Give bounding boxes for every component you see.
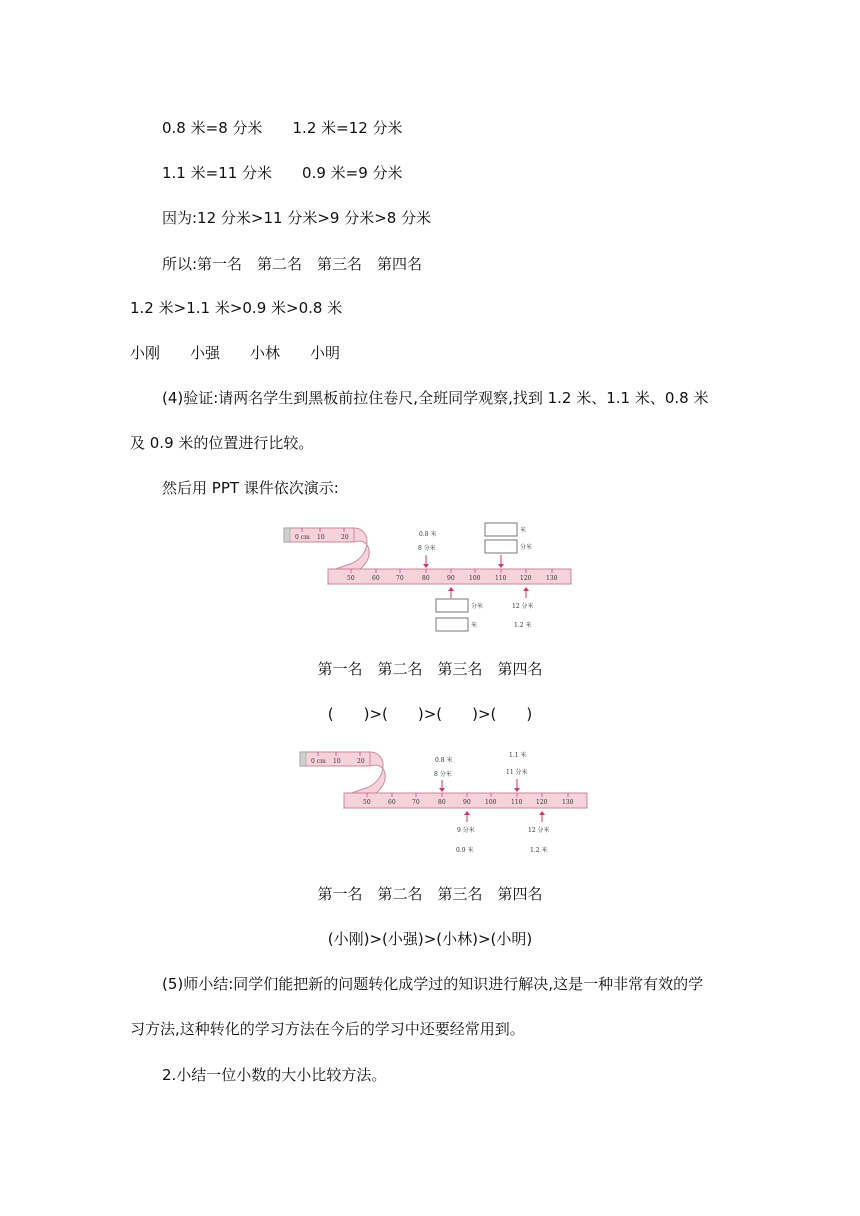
therefore-line: 所以:第一名 第二名 第三名 第四名 <box>162 255 423 273</box>
tick-100: 100 <box>485 799 497 806</box>
eq-line-1: 0.8 米=8 分米 1.2 米=12 分米 <box>162 119 403 137</box>
tape-hook-1 <box>284 528 290 542</box>
tick-120: 120 <box>520 575 532 582</box>
tape-measure-svg-1 <box>280 518 580 636</box>
tick-60: 60 <box>372 575 380 582</box>
label-0-8m: 0.8 米 <box>435 757 453 764</box>
label-8dm: 8 分米 <box>418 545 436 552</box>
label-9dm: 9 分米 <box>457 827 475 834</box>
tape-measure-svg-2 <box>296 742 596 860</box>
filled-comparison: (小刚)>(小强)>(小林)>(小明) <box>327 930 533 948</box>
label-8dm: 8 分米 <box>434 771 452 778</box>
tick-20: 20 <box>341 534 349 541</box>
tick-70: 70 <box>412 799 420 806</box>
unit-dm-top: 分米 <box>520 544 533 551</box>
ppt-line: 然后用 PPT 课件依次演示: <box>162 479 339 497</box>
blank-box-dm-bottom <box>436 599 468 612</box>
unit-dm-bottom: 分米 <box>471 603 484 610</box>
tick-80: 80 <box>422 575 430 582</box>
tick-0cm: 0 cm <box>295 534 310 541</box>
names-line: 小刚 小强 小林 小明 <box>130 344 341 362</box>
verify-line: (4)验证:请两名学生到黑板前拉住卷尺,全班同学观察,找到 1.2 米、1.1 米、0.8 米 <box>162 389 709 407</box>
label-12dm: 12 分米 <box>528 827 550 834</box>
tick-10: 10 <box>317 534 325 541</box>
summary-line-cont: 习方法,这种转化的学习方法在今后的学习中还要经常用到。 <box>130 1020 525 1038</box>
unit-m-top: 米 <box>520 527 527 534</box>
label-0-9m: 0.9 米 <box>456 847 474 854</box>
unit-m-bottom: 米 <box>471 622 478 629</box>
tick-50: 50 <box>363 799 371 806</box>
blank-box-dm-top <box>485 540 517 553</box>
tape-hook-2 <box>300 752 306 766</box>
summary-line: (5)师小结:同学们能把新的问题转化成学过的知识进行解决,这是一种非常有效的学 <box>162 975 704 993</box>
tick-130: 130 <box>546 575 558 582</box>
ranking-header-2: 第一名 第二名 第三名 第四名 <box>317 885 543 903</box>
tick-20: 20 <box>357 758 365 765</box>
because-line: 因为:12 分米>11 分米>9 分米>8 分米 <box>162 209 432 227</box>
verify-line-cont: 及 0.9 米的位置进行比较。 <box>130 434 314 452</box>
blank-comparison: ( )>( )>( )>( ) <box>327 705 533 723</box>
tick-60: 60 <box>388 799 396 806</box>
tick-10: 10 <box>333 758 341 765</box>
tick-70: 70 <box>396 575 404 582</box>
tick-110: 110 <box>495 575 507 582</box>
tick-0cm: 0 cm <box>311 758 326 765</box>
label-1-2m: 1.2 米 <box>514 622 532 629</box>
blank-box-m-top <box>485 523 517 536</box>
label-12dm: 12 分米 <box>512 603 534 610</box>
order-line: 1.2 米>1.1 米>0.9 米>0.8 米 <box>130 299 343 317</box>
section-2-heading: 2.小结一位小数的大小比较方法。 <box>162 1066 387 1084</box>
eq-line-2: 1.1 米=11 分米 0.9 米=9 分米 <box>162 164 403 182</box>
tick-100: 100 <box>469 575 481 582</box>
blank-box-m-bottom <box>436 618 468 631</box>
label-1-1m: 1.1 米 <box>509 752 527 759</box>
tick-50: 50 <box>347 575 355 582</box>
label-11dm: 11 分米 <box>506 769 528 776</box>
tick-120: 120 <box>536 799 548 806</box>
label-0-8m: 0.8 米 <box>419 531 437 538</box>
label-1-2m: 1.2 米 <box>530 847 548 854</box>
tick-110: 110 <box>511 799 523 806</box>
tick-130: 130 <box>562 799 574 806</box>
ranking-header-1: 第一名 第二名 第三名 第四名 <box>317 660 543 678</box>
tick-80: 80 <box>438 799 446 806</box>
tick-90: 90 <box>463 799 471 806</box>
tape-measure-figure-2 <box>296 742 596 864</box>
tick-90: 90 <box>447 575 455 582</box>
tape-measure-figure-1 <box>280 518 580 640</box>
